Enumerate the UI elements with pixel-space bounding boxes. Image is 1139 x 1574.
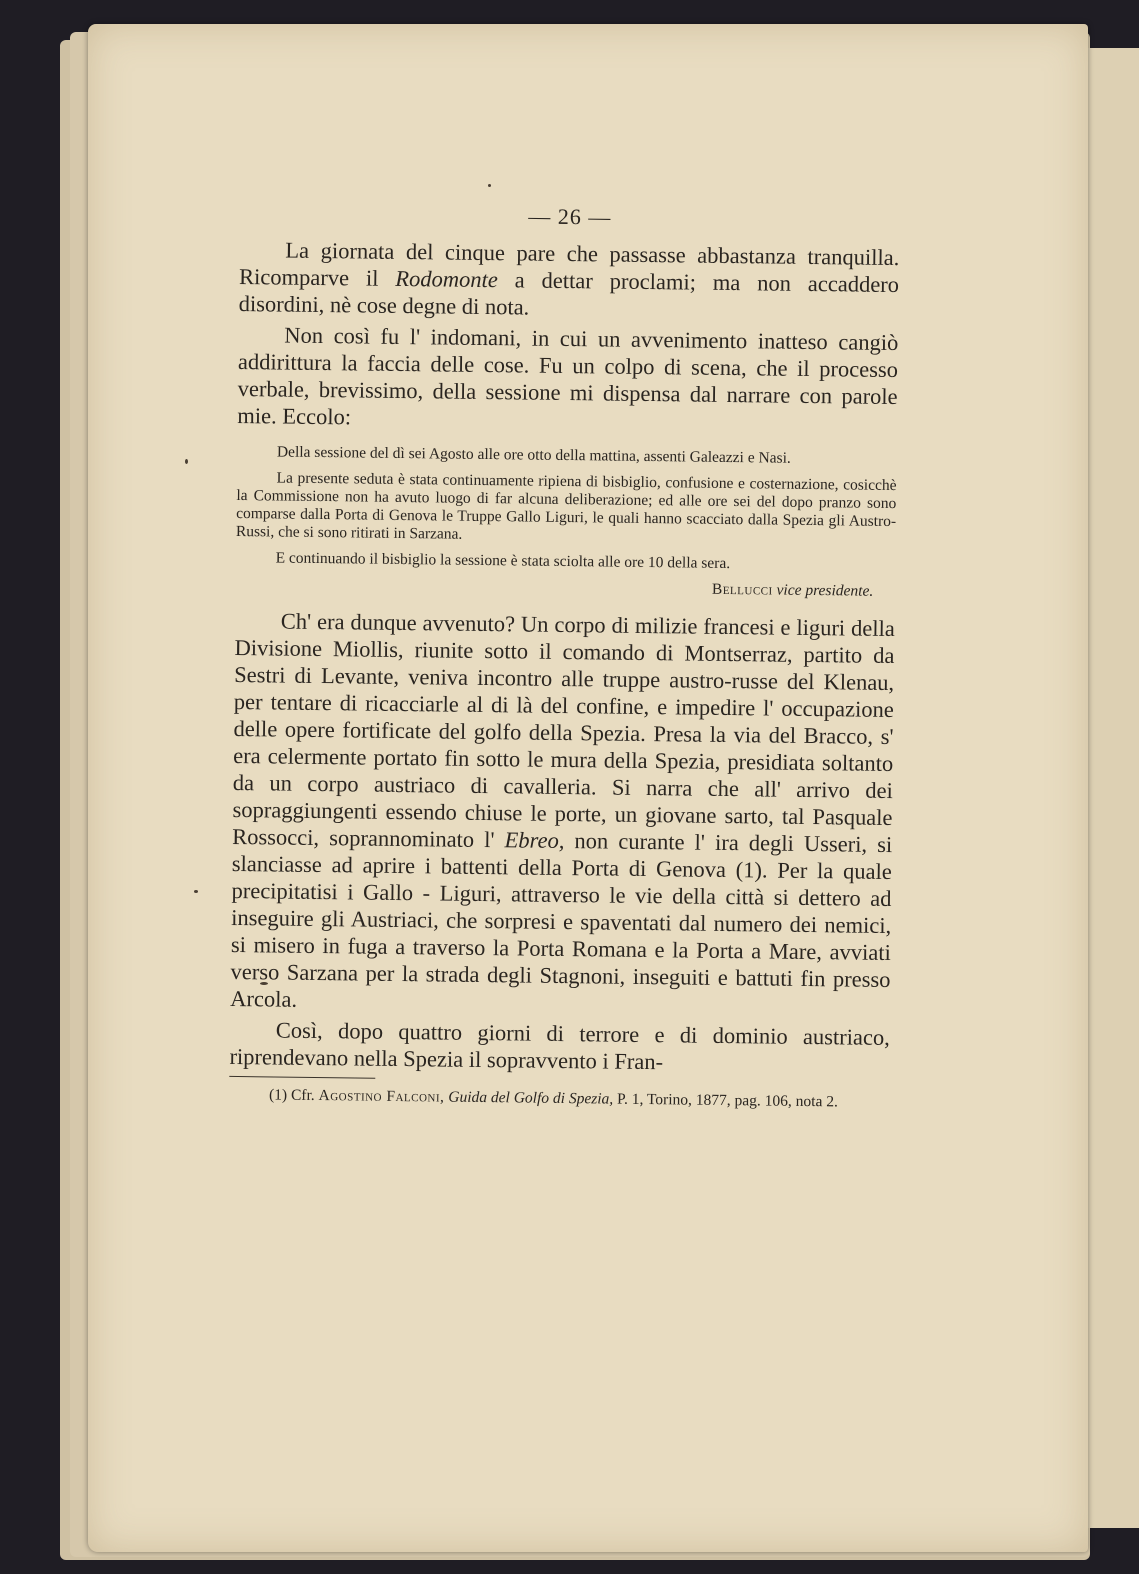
paragraph-1-text-b: a dettar proclami; ma non accaddero disordini, nè cose degne di nota.	[238, 267, 900, 320]
footnote-rule	[229, 1076, 375, 1079]
paragraph-3-italic: Ebreo,	[504, 827, 565, 854]
signature-role: vice presidente.	[776, 581, 874, 600]
footnote-text-a: (1) Cfr.	[268, 1086, 319, 1105]
facing-page-edge	[1086, 48, 1139, 1528]
footnote-text-b: P. 1, Torino, 1877, pag. 106, nota 2.	[613, 1090, 838, 1111]
quote-paragraph-3: E continuando il bisbiglio la sessione è stata sciolta alle ore 10 della sera.	[275, 549, 731, 573]
footnote-author: Agostino Falconi,	[318, 1087, 445, 1106]
paragraph-3-text-a: Ch' era dunque avvenuto? Un corpo di milizie francesi e liguri della Divisione Miollis, riunite sotto il comando di Montserraz, partito da Sestri di Levante, veniva incontro alle truppe austro-russe del Klenau, per tentare di ricacciarle al di là del confine, e impedire l' occupazione delle opere fortificate del golfo della Spezia. Presa la via del Bracco, s' era celermente portato fin sotto le mura della Spezia, presidiata soltanto da un corpo austriaco di cavalleria. Si narra che all' arrivo dei sopraggiungenti essendo chiuse le porte, un giovane sarto, tal Pasquale Rossocci, soprannominato l'	[232, 608, 895, 853]
paragraph-1	[239, 236, 900, 325]
footnote-title: Guida del Golfo di Spezia,	[444, 1088, 614, 1108]
page-number: — 26 —	[528, 203, 612, 230]
paragraph-3-text-b: non curante l' ira degli Usseri, si slanciasse ad aprire i battenti della Porta di Genova (1). Per la quale precipitatisi i Gallo - Liguri, attraverso le vie della città si dettero ad inseguire gli Austriaci, che sorpresi e spaventati dal numero dei nemici, si misero in fuga a traverso la Porta Romana e la Porta a Mare, avviati verso Sarzana per la strada degli Stagnoni, inseguiti e battuti fin presso Arcola.	[230, 828, 893, 1012]
paragraph-2: Non così fu l' indomani, in cui un avvenimento inatteso cangiò addirittura la faccia delle cose. Fu un colpo di scena, che il processo verbale, brevissimo, della sessione mi dispensa dal narrare con parole mie. Eccolo:	[237, 322, 899, 430]
paragraph-3	[230, 607, 895, 1020]
signature	[235, 575, 873, 601]
paper-speck	[185, 459, 188, 464]
quote-paragraph-1: Della sessione del dì sei Agosto alle ore otto della mattina, assenti Galeazzi e Nasi.	[276, 443, 791, 467]
paragraph-1-text-a: La giornata del cinque pare che passasse abbastanza tranquilla. Ricomparve il	[238, 237, 900, 291]
paragraph-4: Così, dopo quattro giorni di terrore e di dominio austriaco, riprendevano nella Spezia il sopravvento i Fran-	[229, 1017, 890, 1075]
quote-paragraph-2: La presente seduta è stata continuamente ripiena di bisbiglio, confusione e costernazione, cosicchè la Commissione non ha avuto luogo di far alcuna deliberazione; ed alle ore sei del dopo pranzo sono comparse dalla Porta di Genova le Truppe Gallo Liguri, le quali hanno scacciato dalla Spezia gli Austro-Russi, che si sono ritirati in Sarzana.	[235, 469, 897, 543]
signature-name: Bellucci	[711, 580, 773, 599]
paper-speck	[194, 890, 198, 893]
text-block	[229, 200, 900, 1112]
paper-speck	[488, 184, 491, 187]
minutes-quote	[235, 443, 897, 601]
paragraph-1-italic: Rodomonte	[395, 265, 498, 293]
